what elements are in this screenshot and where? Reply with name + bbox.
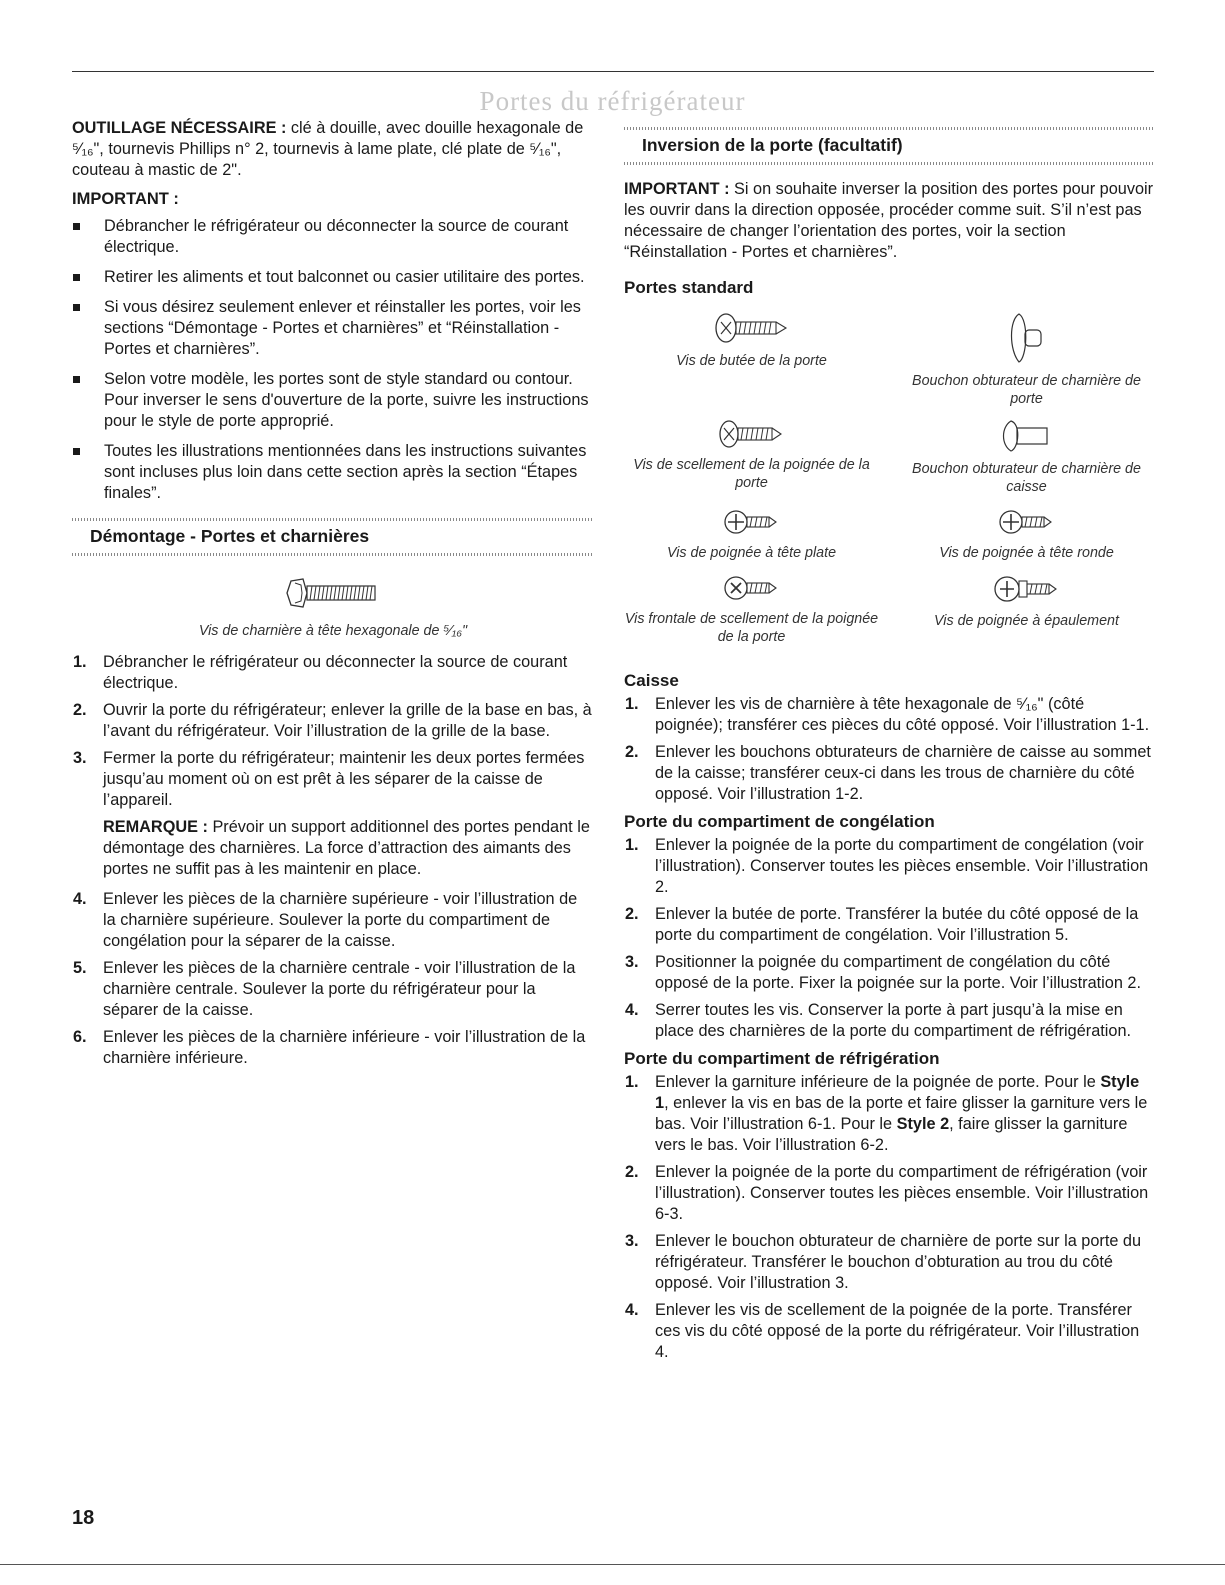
list-item: Toutes les illustrations mentionnées dans les instructions suivantes sont incluses plus loin dans cette section après la section “Étapes finales”. <box>72 441 594 504</box>
removal-steps <box>72 652 594 811</box>
hardware-item: Vis de poignée à tête ronde <box>899 506 1154 562</box>
important-label: IMPORTANT : <box>624 180 730 198</box>
page-number: 18 <box>72 1507 95 1529</box>
list-item: 2. Ouvrir la porte du réfrigérateur; enlever la grille de la base en bas, à l’avant du réfrigérateur. Voir l’illustration de la grille de la base. <box>73 701 592 740</box>
front-mounting-screw-icon <box>722 572 782 604</box>
reversal-important-paragraph: IMPORTANT : Si on souhaite inverser la position des portes pour pouvoir les ouvrir dans la direction opposée, procéder comme suit. S’il n’est pas nécessaire de changer l’orientation des portes, voir la section “Réinstallation - Portes et charnières”. <box>624 180 1154 261</box>
list-item: 4. Enlever les vis de scellement de la poignée de la porte. Transférer ces vis du côté opposé de la porte du réfrigérateur. Voir l’illustration 4. <box>625 1301 1140 1361</box>
hex-hinge-screw-icon <box>285 576 381 610</box>
hardware-item: Vis de poignée à épaulement <box>899 572 1154 646</box>
freezer-door-steps <box>624 835 1154 1042</box>
important-heading: IMPORTANT : <box>72 190 179 208</box>
standard-doors-heading: Portes standard <box>624 278 754 297</box>
list-item: 1. Débrancher le réfrigérateur ou déconnecter la source de courant électrique. <box>73 653 568 692</box>
hardware-grid <box>624 310 1154 656</box>
tools-label: OUTILLAGE NÉCESSAIRE : <box>72 119 287 137</box>
list-item: 1. Enlever les vis de charnière à tête hexagonale de ⁵⁄₁₆" (côté poignée); transférer ces pièces du côté opposé. Voir l’illustration 1-1. <box>625 695 1150 734</box>
bullet-icon <box>73 304 80 311</box>
door-hinge-plug-icon <box>1005 310 1049 366</box>
list-item: 4. Serrer toutes les vis. Conserver la porte à part jusqu’à la mise en place des charnières de la porte du compartiment de réfrigération. <box>625 1001 1132 1040</box>
round-head-handle-screw-icon <box>997 506 1057 538</box>
bullet-icon <box>73 448 80 455</box>
bullet-icon <box>73 223 80 230</box>
cabinet-hinge-plug-icon <box>999 418 1055 454</box>
list-item: 3. Enlever le bouchon obturateur de charnière de porte sur la porte du réfrigérateur. Transférer le bouchon d’obturation au trou du côté opposé. Voir l’illustration 3. <box>625 1232 1142 1292</box>
removal-steps-continued <box>72 889 594 1069</box>
list-item: 1. Enlever la garniture inférieure de la poignée de porte. Pour le Style 1, enlever la vis en bas de la porte et faire glisser la garniture vers le bas. Voir l’illustration 6-1. Pour le Style 2, faire glisser la garniture vers le bas. Voir l’illustration 6-2. <box>625 1073 1148 1154</box>
hex-hinge-screw-figure <box>72 576 594 640</box>
list-item: 5. Enlever les pièces de la charnière centrale - voir l’illustration de la charnière centrale. Soulever la porte du réfrigérateur pour la séparer de la caisse. <box>73 959 576 1019</box>
bullet-icon <box>73 376 80 383</box>
section-divider <box>624 162 1154 165</box>
list-item: Selon votre modèle, les portes sont de style standard ou contour. Pour inverser le sens d'ouverture de la porte, suivre les instructions pour le style de porte approprié. <box>72 369 594 432</box>
hex-hinge-screw-caption: Vis de charnière à tête hexagonale de ⁵⁄₁₆" <box>198 623 468 639</box>
hardware-item: Bouchon obturateur de charnière de caisse <box>899 418 1154 496</box>
fridge-door-steps <box>624 1072 1154 1363</box>
fridge-door-heading: Porte du compartiment de réfrigération <box>624 1049 940 1068</box>
cabinet-steps <box>624 694 1154 805</box>
left-column <box>72 118 594 1075</box>
right-column <box>624 118 1154 1369</box>
important-list <box>72 216 594 504</box>
list-item: Débrancher le réfrigérateur ou déconnecter la source de courant électrique. <box>72 216 594 258</box>
hardware-item: Vis frontale de scellement de la poignée de la porte <box>624 572 879 646</box>
list-item: 2. Enlever la butée de porte. Transférer la butée du côté opposé de la porte du compartiment de congélation. Voir l’illustration 5. <box>625 905 1139 944</box>
list-item: 2. Enlever les bouchons obturateurs de charnière de caisse au sommet de la caisse; transférer ceux-ci dans les trous de charnière du côté opposé. Voir l’illustration 1-2. <box>625 743 1151 803</box>
list-item: Retirer les aliments et tout balconnet ou casier utilitaire des portes. <box>72 267 594 288</box>
bullet-icon <box>73 274 80 281</box>
list-item: 3. Fermer la porte du réfrigérateur; maintenir les deux portes fermées jusqu’au moment où on est prêt à les séparer de la caisse de l’appareil. <box>73 749 585 809</box>
top-rule <box>72 71 1154 72</box>
cabinet-heading: Caisse <box>624 671 679 690</box>
list-item: 3. Positionner la poignée du compartiment de congélation du côté opposé de la porte. Fixer la poignée sur la porte. Voir l’illustration 2. <box>625 953 1141 992</box>
section-title-reversal: Inversion de la porte (facultatif) <box>642 135 903 155</box>
bottom-rule <box>0 1564 1225 1565</box>
remark-label: REMARQUE : <box>103 818 208 836</box>
tools-text: clé à douille, avec douille hexagonale de ⁵⁄₁₆", tournevis Phillips n° 2, tournevis à lame plate, clé plate de ⁵⁄₁₆", couteau à mastic de 2". <box>72 119 584 179</box>
section-divider <box>72 553 594 556</box>
hardware-item: Vis de scellement de la poignée de la porte <box>624 418 879 496</box>
page-title: Portes du réfrigérateur <box>479 86 746 116</box>
remark-paragraph: REMARQUE : Prévoir un support additionnel des portes pendant le démontage des charnières. La force d’attraction des aimants des portes ne suffit pas à les maintenir en place. <box>103 818 590 878</box>
section-title-removal: Démontage - Portes et charnières <box>90 526 370 546</box>
list-item: 2. Enlever la poignée de la porte du compartiment de réfrigération (voir l’illustration). Conserver toutes les pièces ensemble. Voir l’illustration 6-3. <box>625 1163 1149 1223</box>
door-stop-screw-icon <box>712 310 792 346</box>
list-item: 4. Enlever les pièces de la charnière supérieure - voir l’illustration de la charnière supérieure. Soulever la porte du compartiment de congélation pour la séparer de la caisse. <box>73 890 578 950</box>
list-item: 6. Enlever les pièces de la charnière inférieure - voir l’illustration de la charnière inférieure. <box>73 1028 586 1067</box>
freezer-door-heading: Porte du compartiment de congélation <box>624 812 935 831</box>
list-item: 1. Enlever la poignée de la porte du compartiment de congélation (voir l’illustration). Conserver toutes les pièces ensemble. Voir l’illustration 2. <box>625 836 1149 896</box>
hardware-item: Vis de poignée à tête plate <box>624 506 879 562</box>
handle-mounting-screw-icon <box>717 418 787 450</box>
hardware-item: Vis de butée de la porte <box>624 310 879 408</box>
list-item: Si vous désirez seulement enlever et réinstaller les portes, voir les sections “Démontage - Portes et charnières” et “Réinstallation - Portes et charnières”. <box>72 297 594 360</box>
hardware-item: Bouchon obturateur de charnière de porte <box>899 310 1154 408</box>
tools-paragraph <box>72 118 594 181</box>
shoulder-handle-screw-icon <box>991 572 1063 606</box>
flat-head-handle-screw-icon <box>722 506 782 538</box>
